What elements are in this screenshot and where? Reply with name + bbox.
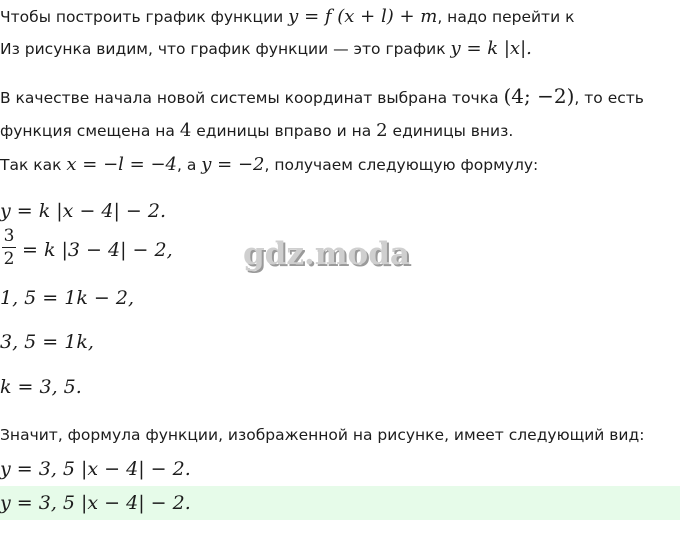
intro-line	[0, 6, 574, 28]
equation-k-value: k = 3, 5.	[0, 376, 82, 398]
fraction-numerator: 3	[3, 226, 15, 246]
observation-text: Из рисунка видим, что график функции — это график	[0, 40, 451, 58]
shift-text-a: функция смещена на	[0, 122, 180, 140]
answer-formula: y = 3, 5 |x − 4| − 2.	[0, 492, 191, 514]
origin-line	[0, 85, 644, 109]
intro-text: Чтобы построить график функции	[0, 8, 289, 26]
intro-tail: , надо перейти к	[437, 8, 575, 26]
watermark-logo: gdz.moda	[243, 236, 410, 272]
equation-general: y = k |x − 4| − 2.	[0, 200, 167, 222]
equation-step-2: 3, 5 = 1k,	[0, 331, 94, 353]
origin-point: (4; −2)	[503, 84, 575, 108]
since-line	[0, 154, 538, 176]
since-text-c: , получаем следующую формулу:	[264, 156, 539, 174]
conclusion-line: Значит, формула функции, изображенной на рисунке, имеет следующий вид:	[0, 426, 645, 444]
equation-step-1: 1, 5 = 1k − 2,	[0, 287, 134, 309]
intro-formula: y = f (x + l) + m	[288, 6, 438, 27]
fraction-denominator: 2	[3, 249, 15, 269]
equation-result: y = 3, 5 |x − 4| − 2.	[0, 458, 191, 480]
origin-tail: , то есть	[574, 89, 644, 107]
shift-text-c: единицы вниз.	[387, 122, 514, 140]
since-formula-y: y = −2	[201, 154, 265, 175]
shift-line	[0, 120, 513, 142]
fraction-bar	[2, 247, 16, 248]
shift-right-value: 4	[179, 120, 192, 141]
shift-down-value: 2	[376, 120, 388, 141]
equation-substitution: = k |3 − 4| − 2,	[22, 239, 173, 261]
origin-text: В качестве начала новой системы координат выбрана точка	[0, 89, 504, 107]
since-text-a: Так как	[0, 156, 67, 174]
observation-line	[0, 38, 532, 60]
since-text-b: , а	[176, 156, 202, 174]
fraction-three-halves	[2, 226, 16, 269]
base-formula: y = k |x|.	[450, 38, 532, 59]
since-formula-x: x = −l = −4	[66, 154, 177, 175]
shift-text-b: единицы вправо и на	[191, 122, 377, 140]
